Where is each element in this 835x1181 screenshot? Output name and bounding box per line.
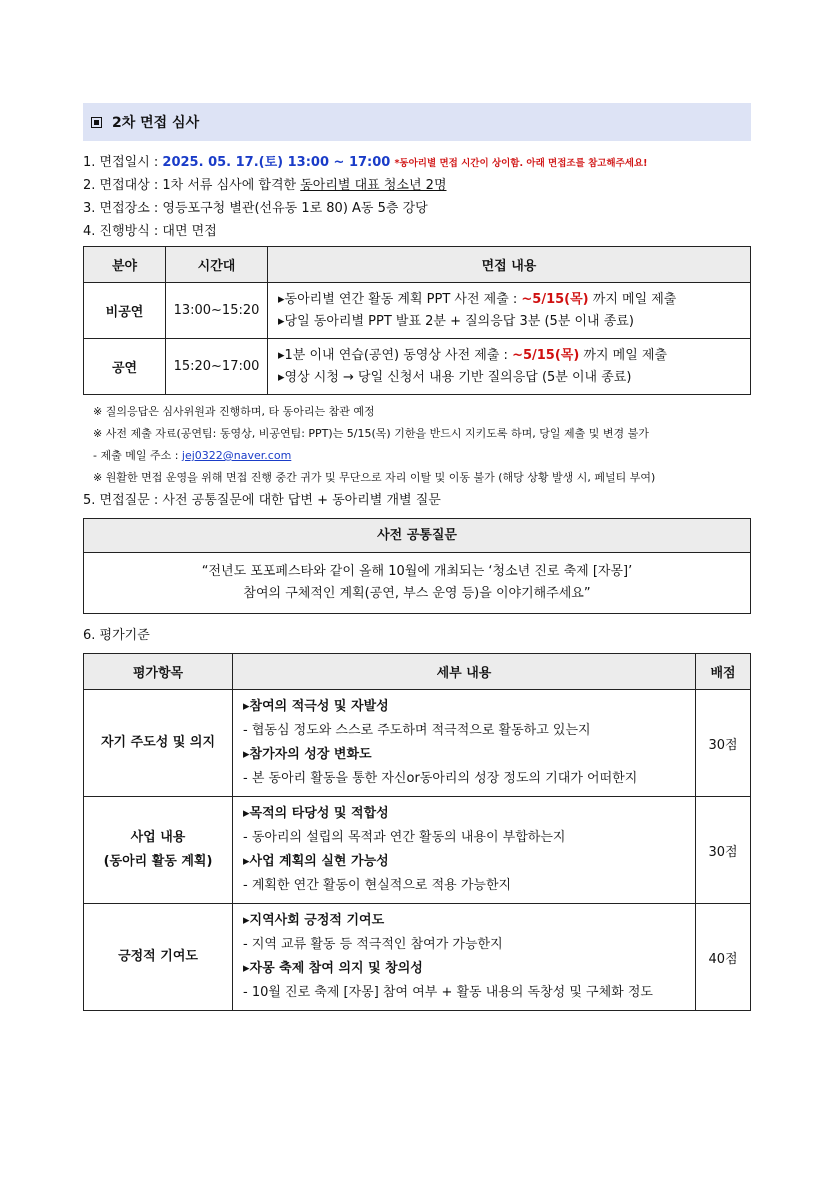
square-bullet-icon: [91, 117, 102, 128]
table-row: 사업 내용 (동아리 활동 계획) ▸목적의 타당성 및 적합성 - 동아리의 설립의 목적과 연간 활동의 내용이 부합하는지 ▸사업 계획의 실현 가능성 - 계획한 연간 활동이 현실적으로 적용 가능한지 30점: [84, 797, 751, 904]
table-row: 자기 주도성 및 의지 ▸참여의 적극성 및 자발성 - 협동심 정도와 스스로 주도하며 적극적으로 활동하고 있는지 ▸참가자의 성장 변화도 - 본 동아리 활동을 통한 자신or동아리의 성장 정도의 기대가 어떠한지 30점: [84, 690, 751, 797]
criteria-table: [83, 653, 751, 1011]
schedule-header-time: 시간대: [166, 247, 268, 283]
common-question-box: [83, 518, 751, 614]
schedule-header-content: 면접 내용: [268, 247, 751, 283]
section-header: [83, 103, 751, 141]
item-interview-place: 3. 면접장소 : 영등포구청 별관(선유동 1로 80) A동 5층 강당: [83, 201, 428, 216]
item-interview-question: 5. 면접질문 : 사전 공통질문에 대한 답변 + 동아리별 개별 질문: [83, 493, 441, 508]
interview-date-note: *동아리별 면접 시간이 상이함. 아래 면접조를 참고해주세요!: [394, 158, 648, 169]
interview-target-value: 동아리별 대표 청소년 2명: [300, 178, 447, 193]
note-qa: ※ 질의응답은 심사위원과 진행하며, 타 동아리는 참관 예정: [93, 405, 375, 418]
document-page: [83, 103, 751, 1011]
schedule-table: [83, 246, 751, 395]
interview-date: 2025. 05. 17.(토) 13:00 ~ 17:00: [162, 155, 391, 170]
note-penalty: ※ 원활한 면접 운영을 위해 면접 진행 중간 귀가 및 무단으로 자리 이탈 및 이동 불가 (해당 상황 발생 시, 페널티 부여): [93, 471, 656, 484]
criteria-header-detail: 세부 내용: [233, 654, 696, 690]
note-submission: ※ 사전 제출 자료(공연팀: 동영상, 비공연팀: PPT)는 5/15(목) 기한을 반드시 지키도록 하며, 당일 제출 및 변경 불가: [93, 427, 649, 440]
table-row: 긍정적 기여도 ▸지역사회 긍정적 기여도 - 지역 교류 활동 등 적극적인 참여가 가능한지 ▸자몽 축제 참여 의지 및 창의성 - 10월 진로 축제 [자몽] 참여 여부 + 활동 내용의 독창성 및 구체화 정도 40점: [84, 904, 751, 1011]
item-interview-method: 4. 진행방식 : 대면 면접: [83, 224, 217, 239]
criteria-header-score: 배점: [696, 654, 751, 690]
table-row: 공연 15:20~17:00 ▸1분 이내 연습(공연) 동영상 사전 제출 : ~5/15(목) 까지 메일 제출 ▸영상 시청 → 당일 신청서 내용 기반 질의응답 (5분 이내 종료): [84, 339, 751, 395]
item-interview-datetime: 1. 면접일시 : 2025. 05. 17.(토) 13:00 ~ 17:00 *동아리별 면접 시간이 상이함. 아래 면접조를 참고해주세요!: [83, 155, 648, 170]
item-interview-target: 2. 면접대상 : 1차 서류 심사에 합격한 동아리별 대표 청소년 2명: [83, 178, 447, 193]
criteria-header-item: 평가항목: [84, 654, 233, 690]
common-question-line2: 참여의 구체적인 계획(공연, 부스 운영 등)을 이야기해주세요”: [243, 586, 591, 601]
schedule-header-field: 분야: [84, 247, 166, 283]
email-link[interactable]: jej0322@naver.com: [181, 449, 292, 462]
common-question-line1: “전년도 포포페스타와 같이 올해 10월에 개최되는 ‘청소년 진로 축제 [자몽]’: [201, 564, 633, 579]
section-title: 2차 면접 심사: [112, 115, 200, 131]
table-row: 비공연 13:00~15:20 ▸동아리별 연간 활동 계획 PPT 사전 제출 : ~5/15(목) 까지 메일 제출 ▸당일 동아리별 PPT 발표 2분 + 질의응답 3분 (5분 이내 종료): [84, 283, 751, 339]
common-question-title: 사전 공통질문: [84, 519, 750, 553]
item-criteria: 6. 평가기준: [83, 628, 150, 643]
note-email: - 제출 메일 주소 : jej0322@naver.com: [93, 449, 292, 462]
